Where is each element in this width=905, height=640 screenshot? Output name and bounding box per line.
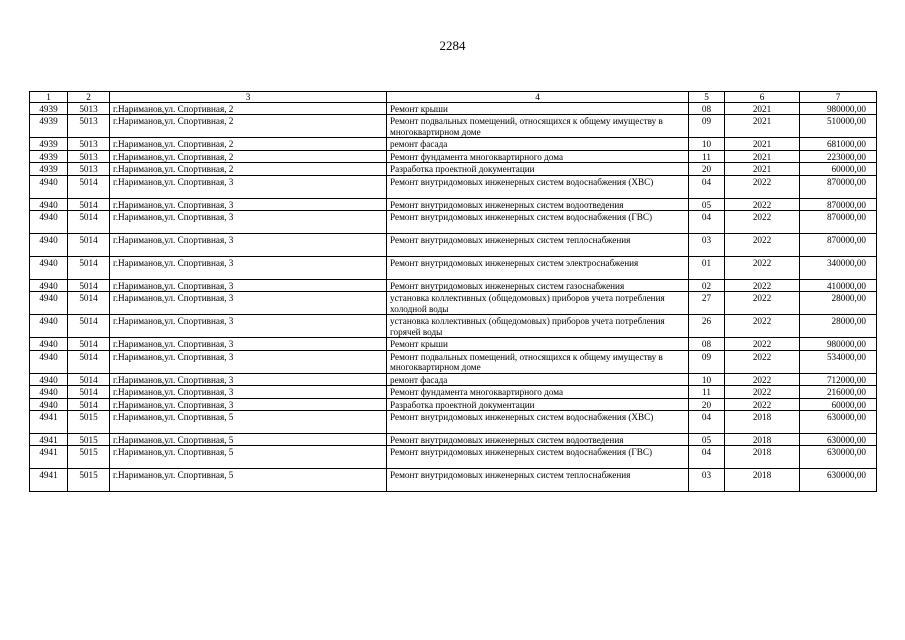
- table-row: [30, 434, 877, 446]
- table-cell: г.Нариманов,ул. Спортивная, 5: [110, 446, 387, 469]
- table-cell: 534000,00: [800, 350, 877, 373]
- table-cell: 4941: [30, 446, 68, 469]
- table-cell: Ремонт внутридомовых инженерных систем газоснабжения: [387, 280, 689, 292]
- table-cell: 04: [689, 446, 725, 469]
- table-cell: 20: [689, 163, 725, 175]
- table-cell: Ремонт внутридомовых инженерных систем водоснабжения (ХВС): [387, 411, 689, 434]
- table-cell: г.Нариманов,ул. Спортивная, 3: [110, 350, 387, 373]
- table-cell: 4940: [30, 280, 68, 292]
- table-cell: 5015: [68, 469, 110, 492]
- column-header: 2: [68, 92, 110, 103]
- table-cell: 5014: [68, 175, 110, 198]
- table-cell: г.Нариманов,ул. Спортивная, 3: [110, 373, 387, 385]
- table-cell: установка коллективных (общедомовых) приборов учета потребления горячей воды: [387, 315, 689, 338]
- table-cell: Ремонт фундамента многоквартирного дома: [387, 386, 689, 398]
- table-row: [30, 138, 877, 150]
- table-cell: 5014: [68, 315, 110, 338]
- table-cell: Ремонт внутридомовых инженерных систем теплоснабжения: [387, 234, 689, 257]
- table-row: [30, 446, 877, 469]
- table-cell: 03: [689, 234, 725, 257]
- table-cell: 5014: [68, 398, 110, 410]
- column-header: 3: [110, 92, 387, 103]
- table-cell: г.Нариманов,ул. Спортивная, 3: [110, 398, 387, 410]
- table-cell: Ремонт подвальных помещений, относящихся к общему имуществу в многоквартирном доме: [387, 115, 689, 138]
- table-cell: 5015: [68, 411, 110, 434]
- table-cell: 870000,00: [800, 234, 877, 257]
- table-row: [30, 338, 877, 350]
- table-cell: 980000,00: [800, 103, 877, 115]
- table-cell: 4941: [30, 411, 68, 434]
- table-cell: 2022: [725, 398, 800, 410]
- table-cell: г.Нариманов,ул. Спортивная, 2: [110, 115, 387, 138]
- table-cell: 2018: [725, 434, 800, 446]
- table-cell: г.Нариманов,ул. Спортивная, 3: [110, 257, 387, 280]
- table-cell: 870000,00: [800, 211, 877, 234]
- table-cell: 2018: [725, 469, 800, 492]
- table-cell: 5014: [68, 338, 110, 350]
- table-cell: 870000,00: [800, 198, 877, 210]
- table-cell: 4941: [30, 434, 68, 446]
- table-row: [30, 257, 877, 280]
- table-cell: 5014: [68, 198, 110, 210]
- table-cell: 2022: [725, 257, 800, 280]
- table-cell: Ремонт крыши: [387, 338, 689, 350]
- table-cell: 08: [689, 338, 725, 350]
- table-row: [30, 115, 877, 138]
- table-cell: г.Нариманов,ул. Спортивная, 2: [110, 150, 387, 162]
- table-cell: 2021: [725, 150, 800, 162]
- table-cell: г.Нариманов,ул. Спортивная, 3: [110, 292, 387, 315]
- table-row: [30, 103, 877, 115]
- table-row: [30, 469, 877, 492]
- table-row: [30, 198, 877, 210]
- table-cell: 04: [689, 175, 725, 198]
- table-cell: г.Нариманов,ул. Спортивная, 2: [110, 138, 387, 150]
- table-cell: 4939: [30, 138, 68, 150]
- table-cell: 04: [689, 211, 725, 234]
- table-cell: 4939: [30, 103, 68, 115]
- table-cell: 20: [689, 398, 725, 410]
- table-cell: 5014: [68, 373, 110, 385]
- table-cell: 26: [689, 315, 725, 338]
- table-cell: 5015: [68, 446, 110, 469]
- table-cell: г.Нариманов,ул. Спортивная, 5: [110, 411, 387, 434]
- table-row: [30, 175, 877, 198]
- table-cell: 04: [689, 411, 725, 434]
- table-cell: 5013: [68, 163, 110, 175]
- table-cell: 5013: [68, 138, 110, 150]
- table-cell: 5014: [68, 386, 110, 398]
- table-cell: 2018: [725, 446, 800, 469]
- table-cell: 681000,00: [800, 138, 877, 150]
- table-row: [30, 150, 877, 162]
- table-cell: 11: [689, 150, 725, 162]
- table-cell: Разработка проектной документации: [387, 163, 689, 175]
- table-row: [30, 315, 877, 338]
- table-cell: 2022: [725, 280, 800, 292]
- table-cell: 2022: [725, 350, 800, 373]
- table-cell: Ремонт фундамента многоквартирного дома: [387, 150, 689, 162]
- table-cell: 5013: [68, 115, 110, 138]
- table-cell: 4940: [30, 315, 68, 338]
- table-cell: 03: [689, 469, 725, 492]
- table-cell: ремонт фасада: [387, 373, 689, 385]
- table-cell: 5014: [68, 211, 110, 234]
- table-row: [30, 280, 877, 292]
- table-cell: 2022: [725, 234, 800, 257]
- table-row: [30, 373, 877, 385]
- table-cell: 4940: [30, 175, 68, 198]
- table-cell: установка коллективных (общедомовых) приборов учета потребления холодной воды: [387, 292, 689, 315]
- table-cell: 712000,00: [800, 373, 877, 385]
- table-cell: 4940: [30, 211, 68, 234]
- table-cell: Ремонт крыши: [387, 103, 689, 115]
- table-cell: г.Нариманов,ул. Спортивная, 3: [110, 198, 387, 210]
- table-cell: Ремонт внутридомовых инженерных систем водоотведения: [387, 434, 689, 446]
- table-cell: 4940: [30, 338, 68, 350]
- table-cell: 2021: [725, 115, 800, 138]
- table-cell: 2022: [725, 211, 800, 234]
- table-cell: 2021: [725, 163, 800, 175]
- table-cell: 09: [689, 115, 725, 138]
- table-cell: 5013: [68, 103, 110, 115]
- table-cell: 4940: [30, 350, 68, 373]
- table-cell: 01: [689, 257, 725, 280]
- table-cell: г.Нариманов,ул. Спортивная, 5: [110, 434, 387, 446]
- table-cell: 4940: [30, 386, 68, 398]
- table-cell: г.Нариманов,ул. Спортивная, 3: [110, 211, 387, 234]
- table-cell: 4940: [30, 373, 68, 385]
- table-row: [30, 292, 877, 315]
- table-cell: 510000,00: [800, 115, 877, 138]
- table-cell: 4939: [30, 115, 68, 138]
- table-cell: 60000,00: [800, 398, 877, 410]
- table-cell: 05: [689, 198, 725, 210]
- table-row: [30, 211, 877, 234]
- table-cell: 4940: [30, 257, 68, 280]
- table-cell: Ремонт внутридомовых инженерных систем теплоснабжения: [387, 469, 689, 492]
- table-cell: г.Нариманов,ул. Спортивная, 3: [110, 386, 387, 398]
- column-header: 5: [689, 92, 725, 103]
- column-header: 1: [30, 92, 68, 103]
- table-cell: Ремонт внутридомовых инженерных систем водоотведения: [387, 198, 689, 210]
- table-cell: 4940: [30, 292, 68, 315]
- table-cell: Ремонт внутридомовых инженерных систем электроснабжения: [387, 257, 689, 280]
- table-cell: г.Нариманов,ул. Спортивная, 2: [110, 163, 387, 175]
- table-cell: 5014: [68, 292, 110, 315]
- table-cell: 2018: [725, 411, 800, 434]
- table-cell: 10: [689, 373, 725, 385]
- table-cell: 980000,00: [800, 338, 877, 350]
- table-cell: 630000,00: [800, 469, 877, 492]
- page-number: 2284: [439, 38, 466, 53]
- table-row: [30, 350, 877, 373]
- table-cell: 2022: [725, 175, 800, 198]
- table-row: [30, 386, 877, 398]
- table-cell: 05: [689, 434, 725, 446]
- table-cell: 2022: [725, 373, 800, 385]
- table-cell: 5014: [68, 350, 110, 373]
- table-cell: 60000,00: [800, 163, 877, 175]
- table-cell: 2022: [725, 292, 800, 315]
- table-cell: 28000,00: [800, 292, 877, 315]
- table-cell: 5013: [68, 150, 110, 162]
- table-cell: Ремонт внутридомовых инженерных систем водоснабжения (ГВС): [387, 446, 689, 469]
- table-cell: г.Нариманов,ул. Спортивная, 3: [110, 175, 387, 198]
- table-cell: 2021: [725, 138, 800, 150]
- table-cell: г.Нариманов,ул. Спортивная, 2: [110, 103, 387, 115]
- table-cell: 5015: [68, 434, 110, 446]
- table-row: [30, 234, 877, 257]
- table-cell: 4940: [30, 398, 68, 410]
- table-cell: 870000,00: [800, 175, 877, 198]
- table-cell: 410000,00: [800, 280, 877, 292]
- table-cell: 4940: [30, 198, 68, 210]
- table-row: [30, 163, 877, 175]
- table-cell: 10: [689, 138, 725, 150]
- table-cell: 630000,00: [800, 411, 877, 434]
- table-cell: г.Нариманов,ул. Спортивная, 3: [110, 338, 387, 350]
- table-cell: 216000,00: [800, 386, 877, 398]
- table-cell: 28000,00: [800, 315, 877, 338]
- column-header: 7: [800, 92, 877, 103]
- table-cell: 4940: [30, 234, 68, 257]
- table-cell: г.Нариманов,ул. Спортивная, 3: [110, 280, 387, 292]
- table-cell: 4939: [30, 163, 68, 175]
- table-cell: 2022: [725, 386, 800, 398]
- table-cell: 5014: [68, 234, 110, 257]
- table-cell: 223000,00: [800, 150, 877, 162]
- column-header: 6: [725, 92, 800, 103]
- table-cell: Разработка проектной документации: [387, 398, 689, 410]
- table-cell: 2022: [725, 198, 800, 210]
- table-cell: Ремонт внутридомовых инженерных систем водоснабжения (ГВС): [387, 211, 689, 234]
- table-cell: 4941: [30, 469, 68, 492]
- column-header: 4: [387, 92, 689, 103]
- table-cell: 2022: [725, 315, 800, 338]
- table-cell: ремонт фасада: [387, 138, 689, 150]
- header-row: [30, 92, 877, 103]
- table-cell: 5014: [68, 257, 110, 280]
- table-cell: 27: [689, 292, 725, 315]
- table-cell: 11: [689, 386, 725, 398]
- table-cell: Ремонт подвальных помещений, относящихся к общему имуществу в многоквартирном доме: [387, 350, 689, 373]
- table-cell: 340000,00: [800, 257, 877, 280]
- table-row: [30, 411, 877, 434]
- table-cell: г.Нариманов,ул. Спортивная, 3: [110, 234, 387, 257]
- table-cell: 09: [689, 350, 725, 373]
- table-cell: 630000,00: [800, 446, 877, 469]
- table-cell: 4939: [30, 150, 68, 162]
- table-cell: 2022: [725, 338, 800, 350]
- works-table: [29, 91, 877, 492]
- table-cell: г.Нариманов,ул. Спортивная, 5: [110, 469, 387, 492]
- table-cell: 08: [689, 103, 725, 115]
- table-cell: Ремонт внутридомовых инженерных систем водоснабжения (ХВС): [387, 175, 689, 198]
- table-cell: 5014: [68, 280, 110, 292]
- table-row: [30, 398, 877, 410]
- table-cell: г.Нариманов,ул. Спортивная, 3: [110, 315, 387, 338]
- table-cell: 2021: [725, 103, 800, 115]
- table-cell: 630000,00: [800, 434, 877, 446]
- table-cell: 02: [689, 280, 725, 292]
